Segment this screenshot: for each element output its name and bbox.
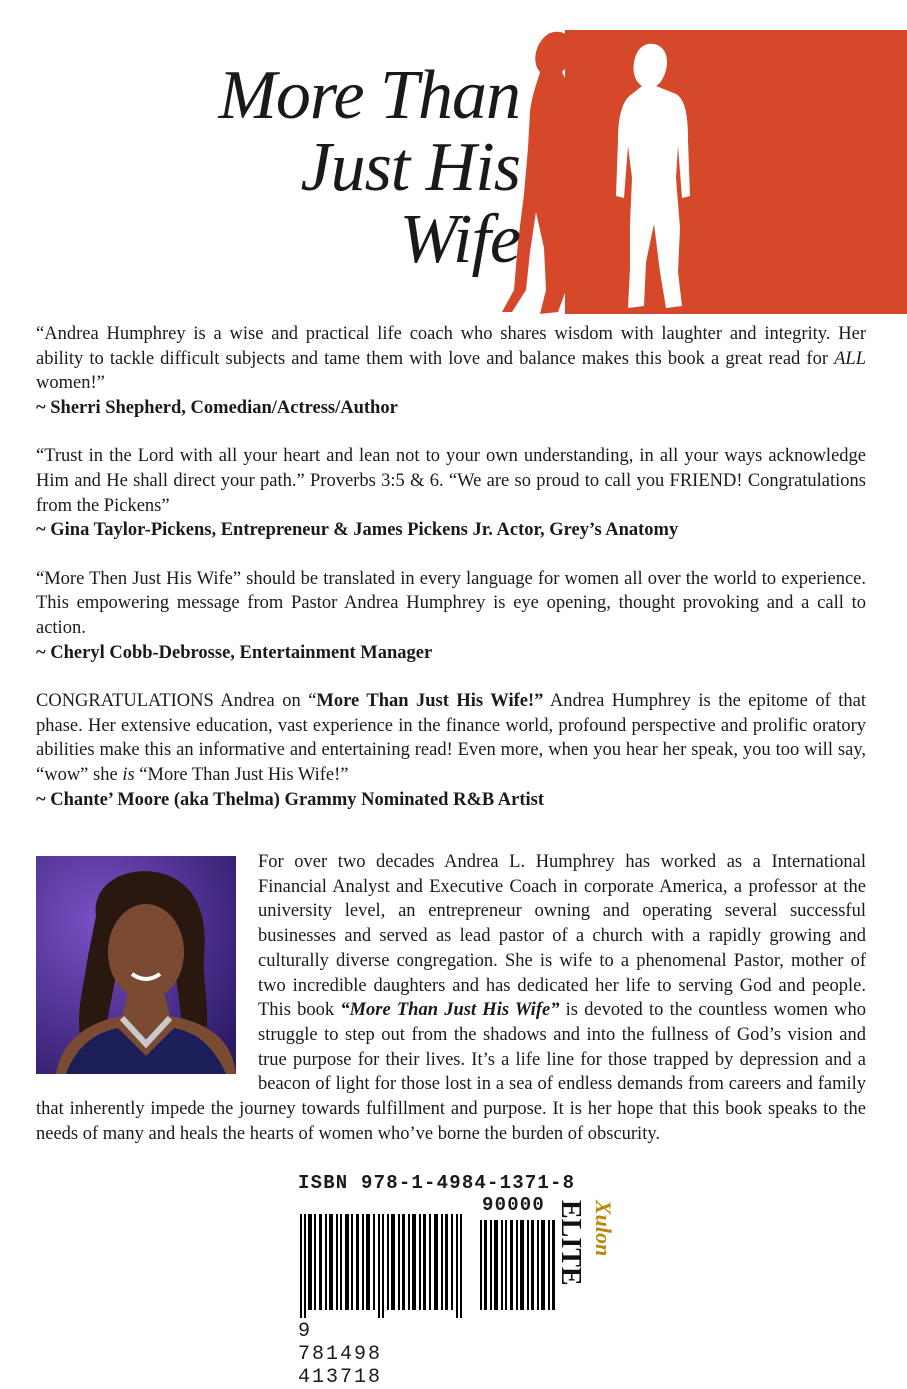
quote-text: “More Than Just His Wife!” — [134, 764, 349, 785]
bio-text-part: For over two decades Andrea L. Humphrey has worked as a International Financial Analyst and Executive Coach in corporate America, a professor at the university level, an entrepreneur owning and operating several successful businesses and served as lead pastor of a church with a rapidly growing and culturally diverse congregation. She is wife to a phenomenal Pastor, mother of two incredible daughters and has dedicated her life to serving God and people. This book — [258, 852, 866, 1021]
endorsement-4 — [36, 689, 866, 812]
barcode-bars-addon — [478, 1214, 558, 1310]
endorsement-3 — [36, 567, 866, 665]
quote-text: Andrea Humphrey is the epitome of that phase. Her extensive education, vast experience in the finance world, profound perspective and prolific oratory abilities make this an informative and entertaining read! Even more, when you hear her speak, you too will say, “wow” she — [36, 691, 867, 785]
quote-italic: is — [122, 764, 135, 785]
bio-book-title: “More Than Just His Wife” — [340, 1000, 560, 1021]
quote-text: “Andrea Humphrey is a wise and practical life coach who shares wisdom with laughter and integrity. Her ability to tackle difficult subjects and tame them with love and balance makes this book a great read for — [36, 324, 866, 369]
endorsement-1 — [36, 322, 866, 420]
title-line-2: Just His — [300, 129, 520, 206]
couple-silhouette-icon — [500, 28, 710, 318]
cover-header — [0, 0, 907, 318]
quote-bold: More Than Just His Wife!” — [316, 691, 544, 712]
quote-text: women!” — [36, 373, 105, 394]
endorsements — [36, 322, 866, 836]
endorsement-quote: “More Then Just His Wife” should be translated in every language for women all over the world to experience. This empowering message from Pastor Andrea Humphrey is eye opening, thought provoking and a call to action. — [36, 568, 866, 638]
endorsement-quote — [36, 689, 866, 787]
book-title — [200, 57, 520, 278]
quote-text: CONGRATULATIONS Andrea on “ — [36, 691, 317, 712]
title-line-1: More Than — [218, 57, 520, 134]
title-line-3: Wife — [399, 201, 520, 278]
svg-text:ELITE: ELITE — [555, 1200, 586, 1286]
barcode-addon-digits: 90000 — [482, 1194, 546, 1216]
endorsement-quote: “Trust in the Lord with all your heart and lean not to your own understanding, in all your ways acknowledge Him and He shall direct your path.” Proverbs 3:5 & 6. “We are so proud to call you FRIEND! Congratulations from the Pickens” — [36, 446, 866, 516]
author-bio — [36, 850, 866, 1146]
endorsement-attribution: ~ Chante’ Moore (aka Thelma) Grammy Nominated R&B Artist — [36, 789, 545, 810]
quote-emphasis: ALL — [834, 348, 866, 369]
barcode-digits: 9 781498 413718 — [298, 1320, 383, 1389]
svg-text:Xulon: Xulon — [591, 1200, 616, 1257]
endorsement-attribution: ~ Cheryl Cobb-Debrosse, Entertainment Manager — [36, 642, 433, 663]
publisher-logo — [552, 1196, 616, 1313]
endorsement-2 — [36, 444, 866, 542]
xulon-elite-logo-icon — [552, 1196, 616, 1308]
barcode-bars-main — [298, 1214, 466, 1318]
isbn-label: ISBN 978-1-4984-1371-8 — [298, 1172, 576, 1194]
endorsement-attribution: ~ Gina Taylor-Pickens, Entrepreneur & James Pickens Jr. Actor, Grey’s Anatomy — [36, 520, 679, 541]
endorsement-quote — [36, 322, 866, 396]
author-photo — [36, 856, 236, 1074]
bio-text-part: is devoted to the countless women who struggle to step out from the shadows and into the fullness of God’s vision and true purpose for their lives. It’s a life line for those trapped by depression and a beacon of light for those lost in a sea of endless demands from careers and family that inherently impede the journey towards fulfillment and purpose. It is her hope that this book speaks to the needs of many and heals the hearts of women who’ve borne the burden of obscurity. — [36, 1000, 866, 1144]
endorsement-attribution: ~ Sherri Shepherd, Comedian/Actress/Author — [36, 397, 398, 418]
